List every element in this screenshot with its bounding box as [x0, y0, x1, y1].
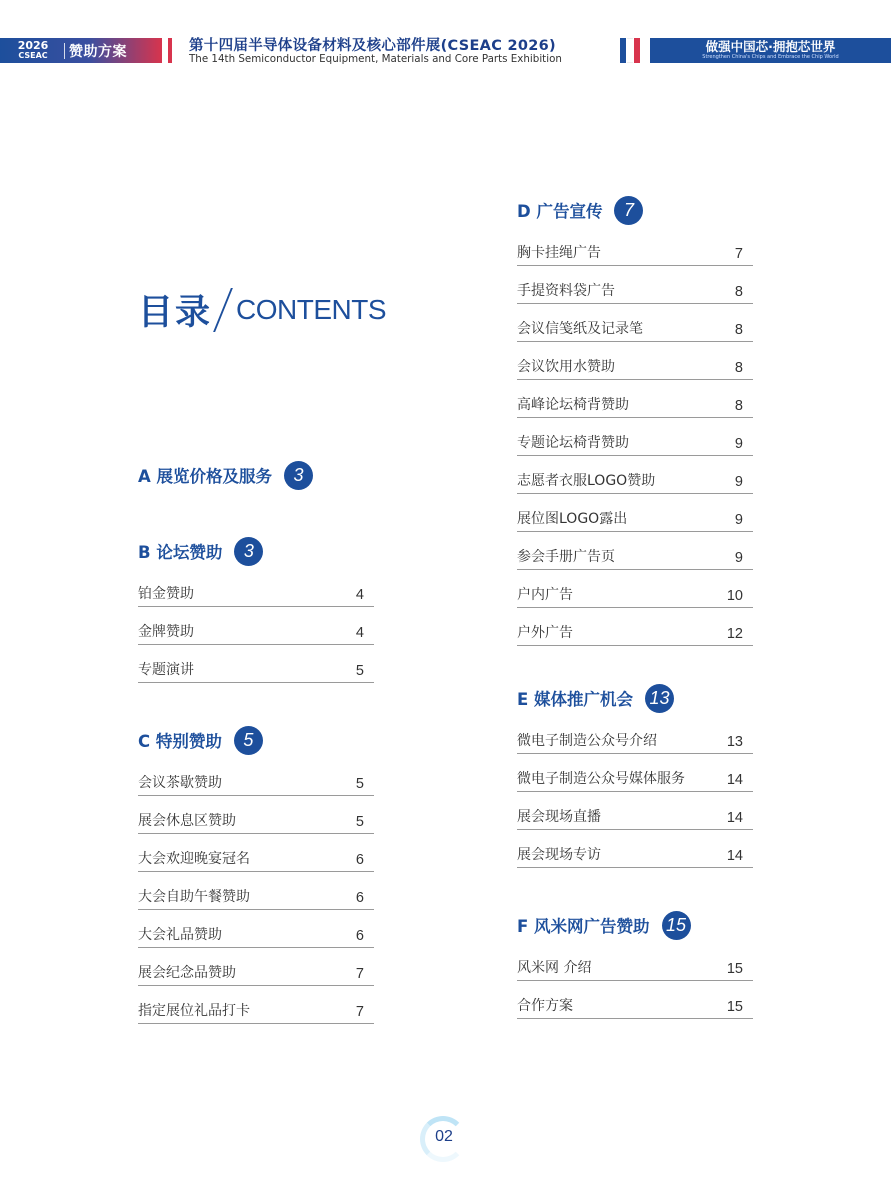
toc-entry-page: 5 [355, 814, 364, 830]
toc-entry-page: 5 [355, 776, 364, 792]
toc-entry[interactable] [138, 758, 374, 796]
section-page-badge: 15 [662, 911, 691, 940]
section-heading[interactable] [517, 680, 753, 716]
section-heading[interactable] [517, 907, 753, 943]
toc-entry[interactable] [517, 981, 753, 1019]
section-heading[interactable] [138, 533, 374, 569]
toc-entry-label: 微电子制造公众号介绍 [517, 733, 657, 749]
header-title-en: The 14th Semiconductor Equipment, Materials and Core Parts Exhibition [189, 53, 562, 65]
flag-red-stripe [634, 38, 640, 63]
section-items [517, 228, 753, 646]
page-number-text: 02 [435, 1128, 453, 1145]
section-d [517, 192, 753, 646]
toc-entry[interactable] [517, 228, 753, 266]
toc-entry-page: 4 [355, 587, 364, 603]
toc-entry-page: 9 [734, 550, 743, 566]
section-page-badge: 3 [234, 537, 263, 566]
section-page-badge: 7 [614, 196, 643, 225]
contents-title-slash [213, 288, 233, 332]
toc-entry-label: 大会欢迎晚宴冠名 [138, 851, 250, 867]
toc-entry[interactable] [138, 834, 374, 872]
toc-entry-label: 指定展位礼品打卡 [138, 1003, 250, 1019]
header-brand-block [0, 38, 162, 63]
section-page-badge: 3 [284, 461, 313, 490]
toc-entry-label: 展会纪念品赞助 [138, 965, 236, 981]
header-slogan-en: Strengthen China's Chips and Embrace the Chip World [702, 54, 839, 60]
section-items [517, 943, 753, 1019]
header-slogan: 做强中国芯·拥抱芯世界 [705, 39, 836, 54]
toc-entry-page: 9 [734, 436, 743, 452]
toc-entry[interactable] [517, 494, 753, 532]
toc-entry[interactable] [517, 570, 753, 608]
page-number [420, 1116, 470, 1160]
header-slogan-block [650, 38, 891, 63]
toc-entry-label: 金牌赞助 [138, 624, 194, 640]
section-title: A 展览价格及服务 [138, 467, 273, 486]
section-heading[interactable] [517, 192, 753, 228]
section-items [138, 569, 374, 683]
section-b [138, 533, 374, 683]
toc-entry[interactable] [517, 792, 753, 830]
section-page-badge: 13 [645, 684, 674, 713]
toc-entry[interactable] [138, 607, 374, 645]
toc-entry-page: 9 [734, 512, 743, 528]
toc-entry-label: 铂金赞助 [138, 586, 194, 602]
toc-entry-page: 7 [355, 966, 364, 982]
toc-entry-label: 合作方案 [517, 998, 573, 1014]
toc-entry-page: 8 [734, 360, 743, 376]
section-title: B 论坛赞助 [138, 543, 223, 562]
toc-entry-page: 15 [726, 961, 743, 977]
toc-entry-label: 大会礼品赞助 [138, 927, 222, 943]
header-title-cn: 第十四届半导体设备材料及核心部件展(CSEAC 2026) [189, 38, 556, 54]
toc-entry-label: 户外广告 [517, 625, 573, 641]
section-e [517, 680, 753, 868]
toc-entry-label: 微电子制造公众号媒体服务 [517, 771, 685, 787]
section-title: E 媒体推广机会 [517, 690, 634, 709]
toc-entry-label: 高峰论坛椅背赞助 [517, 397, 629, 413]
toc-entry[interactable] [517, 532, 753, 570]
toc-entry[interactable] [138, 796, 374, 834]
toc-entry-page: 15 [726, 999, 743, 1015]
toc-entry-page: 9 [734, 474, 743, 490]
toc-entry-label: 会议茶歇赞助 [138, 775, 222, 791]
toc-entry-page: 8 [734, 322, 743, 338]
toc-entry-page: 5 [355, 663, 364, 679]
toc-entry-label: 胸卡挂绳广告 [517, 245, 601, 261]
toc-entry-page: 10 [726, 588, 743, 604]
header-plan-label: 赞助方案 [69, 43, 127, 60]
toc-entry-page: 8 [734, 284, 743, 300]
toc-entry[interactable] [138, 910, 374, 948]
toc-entry[interactable] [517, 608, 753, 646]
toc-entry[interactable] [517, 304, 753, 342]
toc-entry-label: 手提资料袋广告 [517, 283, 615, 299]
header-divider [64, 43, 65, 59]
toc-entry-page: 12 [726, 626, 743, 642]
toc-entry-page: 14 [726, 810, 743, 826]
toc-entry-label: 参会手册广告页 [517, 549, 615, 565]
toc-entry[interactable] [138, 569, 374, 607]
toc-entry-page: 6 [355, 852, 364, 868]
header-year: 2026 [17, 38, 49, 52]
toc-entry-label: 户内广告 [517, 587, 573, 603]
section-c [138, 722, 374, 1024]
toc-entry-label: 大会自助午餐赞助 [138, 889, 250, 905]
toc-entry-page: 14 [726, 848, 743, 864]
section-items [138, 758, 374, 1024]
toc-entry-page: 6 [355, 928, 364, 944]
toc-entry[interactable] [517, 754, 753, 792]
toc-entry-label: 展会现场专访 [517, 847, 601, 863]
toc-entry[interactable] [138, 645, 374, 683]
toc-entry-page: 4 [355, 625, 364, 641]
toc-entry[interactable] [517, 943, 753, 981]
toc-entry-page: 6 [355, 890, 364, 906]
section-heading[interactable] [138, 722, 374, 758]
header-org: CSEAC [18, 50, 48, 60]
section-items [517, 716, 753, 868]
toc-entry[interactable] [517, 342, 753, 380]
toc-entry[interactable] [517, 266, 753, 304]
toc-entry-page: 7 [355, 1004, 364, 1020]
section-title: C 特别赞助 [138, 732, 222, 751]
toc-entry[interactable] [517, 380, 753, 418]
contents-title [138, 285, 386, 335]
toc-entry[interactable] [138, 948, 374, 986]
toc-entry[interactable] [138, 872, 374, 910]
flag-white-stripe [627, 38, 633, 63]
toc-entry-label: 专题论坛椅背赞助 [517, 435, 629, 451]
toc-entry-page: 8 [734, 398, 743, 414]
toc-entry[interactable] [517, 418, 753, 456]
header-year-logo [0, 38, 60, 61]
section-heading[interactable] [138, 457, 374, 493]
toc-entry-page: 13 [726, 734, 743, 750]
toc-entry-label: 会议信笺纸及记录笔 [517, 321, 643, 337]
contents-title-en: CONTENTS [236, 294, 387, 325]
toc-entry-label: 会议饮用水赞助 [517, 359, 615, 375]
toc-entry-label: 专题演讲 [138, 662, 194, 678]
section-f [517, 907, 753, 1019]
toc-entry-label: 展会休息区赞助 [138, 813, 236, 829]
section-title: F 风米网广告赞助 [517, 917, 650, 936]
section-page-badge: 5 [234, 726, 263, 755]
section-title: D 广告宣传 [517, 202, 603, 221]
toc-entry[interactable] [517, 830, 753, 868]
flag-blue-stripe [620, 38, 626, 63]
toc-entry-label: 风米网 介绍 [517, 960, 592, 976]
toc-entry[interactable] [138, 986, 374, 1024]
toc-entry-label: 展位图LOGO露出 [517, 511, 628, 527]
toc-entry[interactable] [517, 456, 753, 494]
toc-entry[interactable] [517, 716, 753, 754]
toc-entry-label: 展会现场直播 [517, 809, 601, 825]
section-a [138, 457, 374, 493]
toc-entry-page: 14 [726, 772, 743, 788]
contents-title-cn: 目录 [138, 293, 213, 333]
toc-entry-page: 7 [734, 246, 743, 262]
header-accent-bar [168, 38, 172, 63]
toc-entry-label: 志愿者衣服LOGO赞助 [517, 473, 656, 489]
